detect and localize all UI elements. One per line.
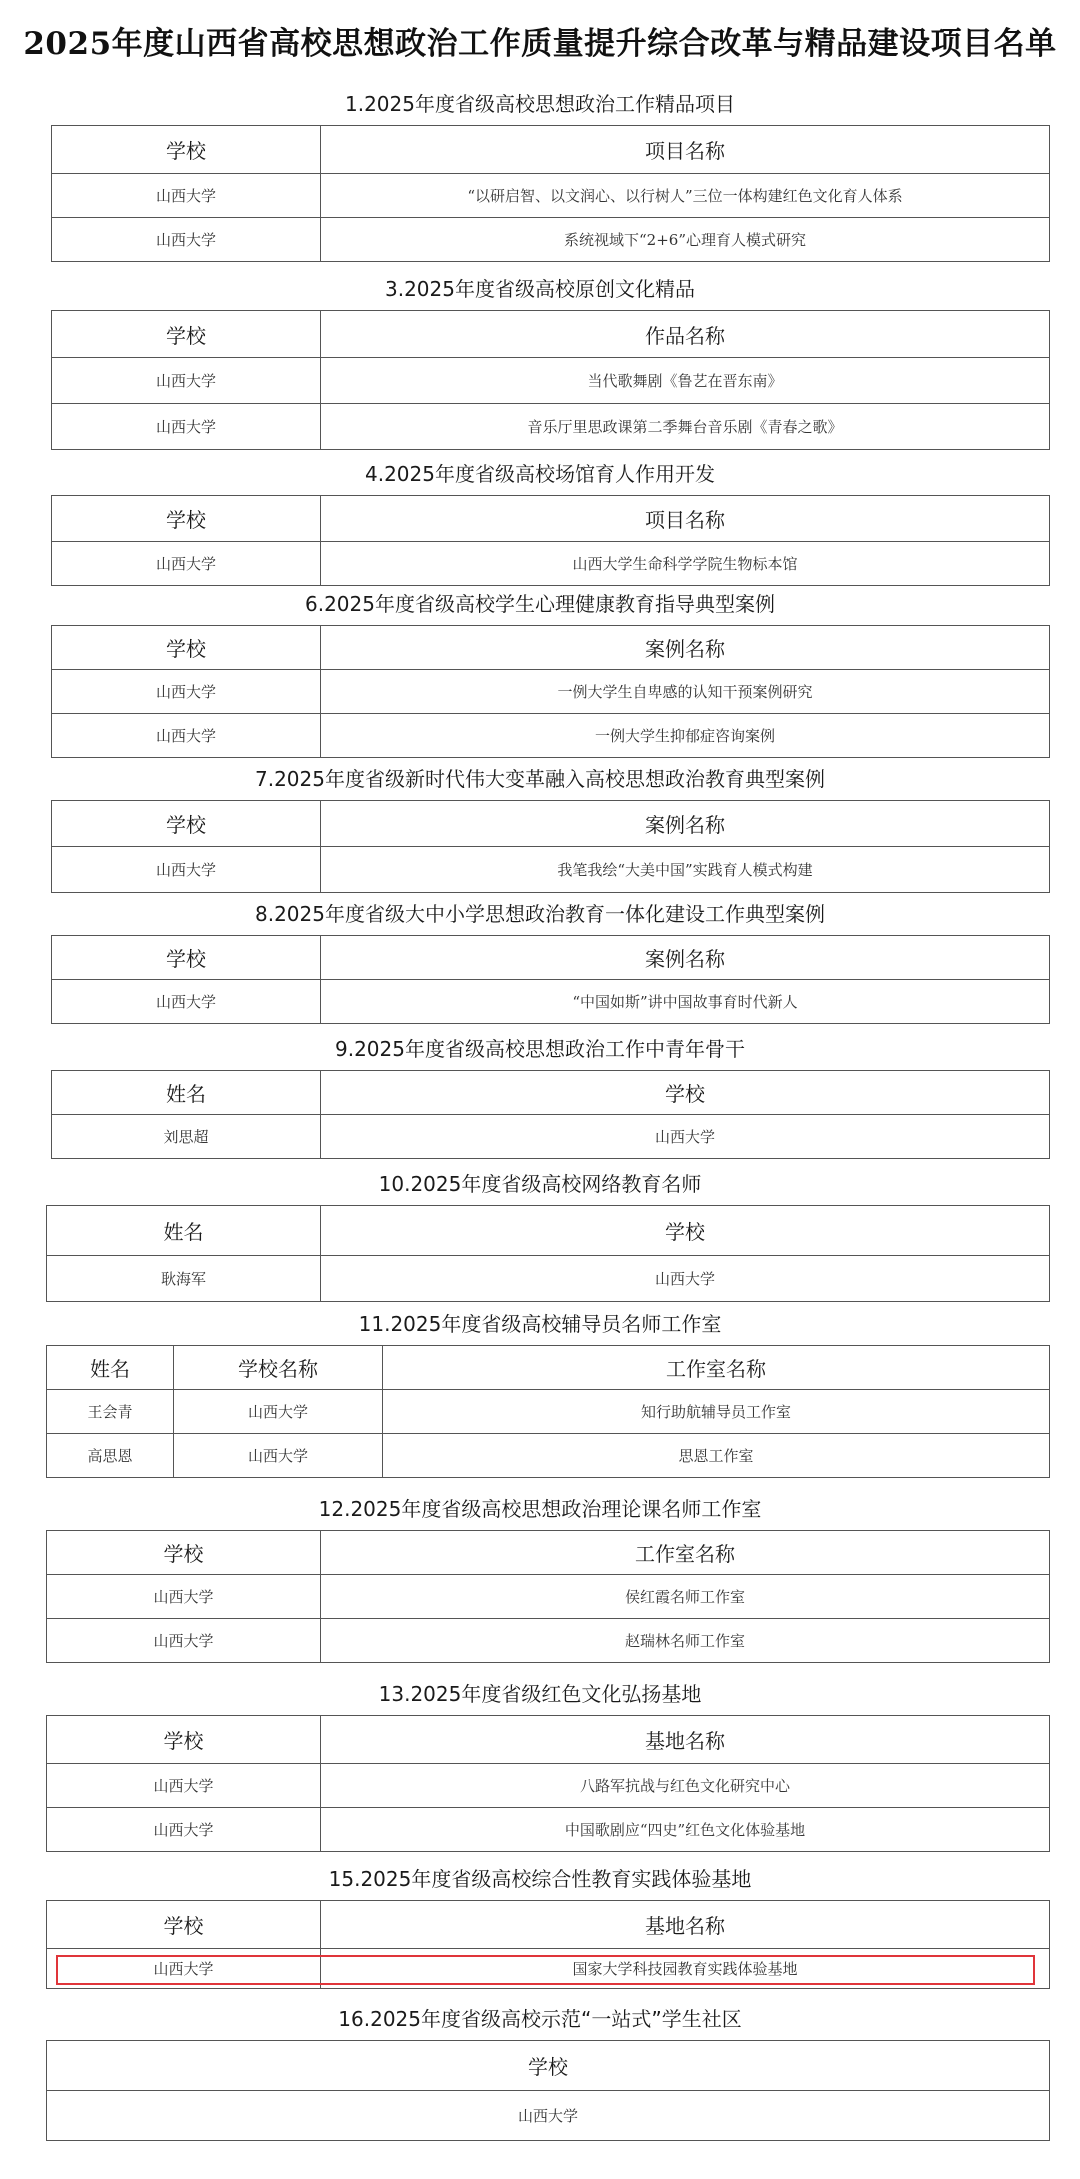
section-title: 12.2025年度省级高校思想政治理论课名师工作室 [318,1497,762,1521]
column-header: 学校 [47,1716,321,1764]
table-cell: 山西大学生命科学学院生物标本馆 [321,542,1050,586]
column-header: 学校名称 [174,1346,383,1390]
table-header-row [47,1901,1050,1949]
table-cell: 山西大学 [52,542,321,586]
column-header: 学校 [321,1206,1050,1256]
table-cell: 知行助航辅导员工作室 [383,1390,1050,1434]
section-table [46,1205,1050,1302]
table-cell: 山西大学 [47,1808,321,1852]
table-header-row [52,1071,1050,1115]
table-row [47,1619,1050,1663]
table-row [47,1808,1050,1852]
section-table [51,310,1050,450]
table-cell: 一例大学生自卑感的认知干预案例研究 [321,670,1050,714]
column-header: 学校 [47,2041,1050,2091]
section-table [46,2040,1050,2141]
table-row [52,542,1050,586]
table-row [52,218,1050,262]
column-header: 案例名称 [321,801,1050,847]
table-header-row [52,626,1050,670]
table-cell: 山西大学 [174,1434,383,1478]
column-header: 姓名 [47,1206,321,1256]
table-cell: 山西大学 [52,980,321,1024]
table-row [52,980,1050,1024]
table-cell: 山西大学 [52,714,321,758]
table-header-row [47,2041,1050,2091]
table-row [47,1575,1050,1619]
table-cell: 王会青 [47,1390,174,1434]
table-header-row [52,801,1050,847]
table-header-row [47,1206,1050,1256]
section-title: 3.2025年度省级高校原创文化精品 [385,277,695,301]
table-header-row [52,311,1050,358]
section-title: 8.2025年度省级大中小学思想政治教育一体化建设工作典型案例 [255,902,825,926]
table-row [52,847,1050,893]
column-header: 基地名称 [321,1716,1050,1764]
table-header-row [52,126,1050,174]
table-cell: 山西大学 [47,1619,321,1663]
column-header: 工作室名称 [321,1531,1050,1575]
section-table [51,625,1050,758]
column-header: 学校 [52,126,321,174]
section-table [51,1070,1050,1159]
table-header-row [47,1346,1050,1390]
table-cell: 国家大学科技园教育实践体验基地 [321,1949,1050,1989]
table-cell: 山西大学 [47,2091,1050,2141]
column-header: 学校 [52,311,321,358]
table-row [47,1390,1050,1434]
table-cell: 耿海军 [47,1256,321,1302]
table-cell: 音乐厅里思政课第二季舞台音乐剧《青春之歌》 [321,404,1050,450]
table-row [47,1434,1050,1478]
table-row [52,714,1050,758]
column-header: 学校 [52,801,321,847]
column-header: 项目名称 [321,126,1050,174]
column-header: 作品名称 [321,311,1050,358]
table-cell: 山西大学 [52,670,321,714]
table-row [47,1256,1050,1302]
table-row [52,358,1050,404]
column-header: 姓名 [52,1071,321,1115]
table-cell: 山西大学 [47,1949,321,1989]
table-cell: 山西大学 [52,847,321,893]
table-cell: 山西大学 [47,1764,321,1808]
section-title: 10.2025年度省级高校网络教育名师 [378,1172,702,1196]
column-header: 案例名称 [321,936,1050,980]
section-table [46,1715,1050,1852]
table-cell: 八路军抗战与红色文化研究中心 [321,1764,1050,1808]
table-header-row [47,1716,1050,1764]
section-title: 4.2025年度省级高校场馆育人作用开发 [365,462,715,486]
section-title: 6.2025年度省级高校学生心理健康教育指导典型案例 [305,592,775,616]
table-cell: “以研启智、以文润心、以行树人”三位一体构建红色文化育人体系 [321,174,1050,218]
table-row [52,404,1050,450]
table-cell: 刘思超 [52,1115,321,1159]
section-table [51,125,1050,262]
table-cell: 山西大学 [52,358,321,404]
table-header-row [52,936,1050,980]
document-title: 2025年度山西省高校思想政治工作质量提升综合改革与精品建设项目名单 [23,26,1057,62]
table-cell: 中国歌剧应“四史”红色文化体验基地 [321,1808,1050,1852]
table-cell: 山西大学 [47,1575,321,1619]
table-row [47,2091,1050,2141]
column-header: 姓名 [47,1346,174,1390]
table-cell: 思恩工作室 [383,1434,1050,1478]
table-cell: “中国如斯”讲中国故事育时代新人 [321,980,1050,1024]
column-header: 学校 [47,1901,321,1949]
section-table [51,495,1050,586]
column-header: 案例名称 [321,626,1050,670]
table-cell: 侯红霞名师工作室 [321,1575,1050,1619]
table-row [47,1764,1050,1808]
section-title: 13.2025年度省级红色文化弘扬基地 [378,1682,702,1706]
table-row [52,174,1050,218]
section-table [51,935,1050,1024]
table-cell: 山西大学 [52,174,321,218]
table-cell: 赵瑞林名师工作室 [321,1619,1050,1663]
section-title: 15.2025年度省级高校综合性教育实践体验基地 [328,1867,752,1891]
section-table [46,1530,1050,1663]
table-cell: 我笔我绘“大美中国”实践育人模式构建 [321,847,1050,893]
table-cell: 山西大学 [321,1256,1050,1302]
column-header: 学校 [52,936,321,980]
section-table [46,1345,1050,1478]
column-header: 项目名称 [321,496,1050,542]
table-cell: 山西大学 [52,404,321,450]
column-header: 基地名称 [321,1901,1050,1949]
table-cell: 山西大学 [174,1390,383,1434]
section-title: 9.2025年度省级高校思想政治工作中青年骨干 [335,1037,745,1061]
section-title: 1.2025年度省级高校思想政治工作精品项目 [345,92,735,116]
section-title: 7.2025年度省级新时代伟大变革融入高校思想政治教育典型案例 [255,767,825,791]
table-row [52,1115,1050,1159]
table-cell: 高思恩 [47,1434,174,1478]
column-header: 工作室名称 [383,1346,1050,1390]
table-cell: 系统视域下“2+6”心理育人模式研究 [321,218,1050,262]
table-cell: 当代歌舞剧《鲁艺在晋东南》 [321,358,1050,404]
column-header: 学校 [47,1531,321,1575]
section-title: 16.2025年度省级高校示范“一站式”学生社区 [338,2007,742,2031]
table-row [52,670,1050,714]
table-header-row [47,1531,1050,1575]
table-cell: 一例大学生抑郁症咨询案例 [321,714,1050,758]
table-header-row [52,496,1050,542]
column-header: 学校 [52,626,321,670]
section-table [51,800,1050,893]
section-title: 11.2025年度省级高校辅导员名师工作室 [358,1312,722,1336]
table-cell: 山西大学 [321,1115,1050,1159]
table-cell: 山西大学 [52,218,321,262]
highlight-box [56,1955,1035,1985]
column-header: 学校 [321,1071,1050,1115]
column-header: 学校 [52,496,321,542]
